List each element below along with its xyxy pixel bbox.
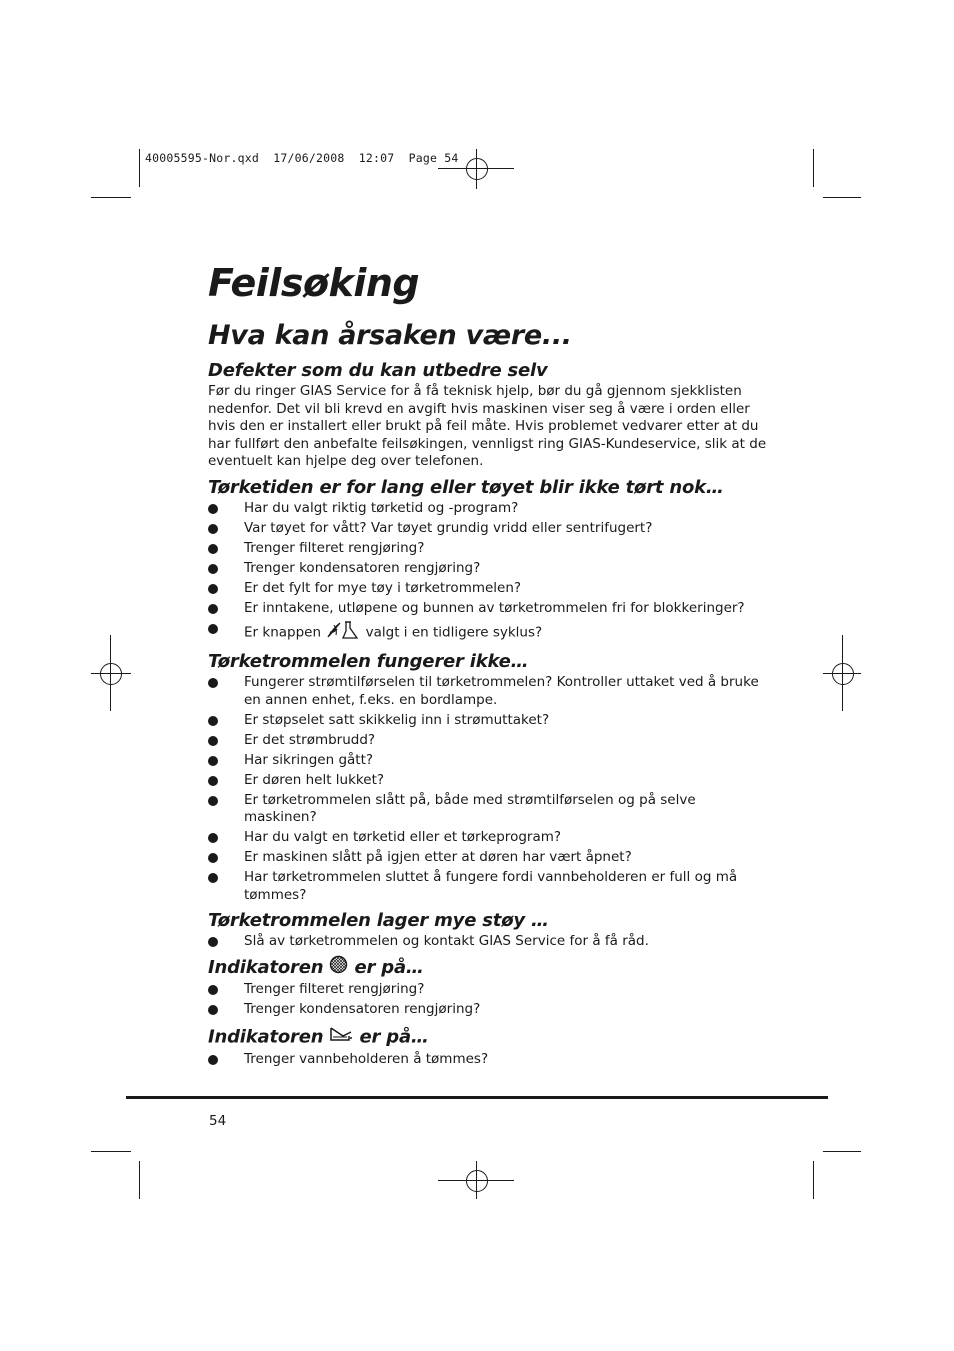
bullet-icon: [208, 504, 218, 514]
bullet-icon: [208, 756, 218, 766]
bullet-icon: [208, 796, 218, 806]
checklist: [208, 1051, 768, 1068]
list-item: Er støpselet satt skikkelig inn i strømuttaket?: [208, 712, 768, 729]
page-subtitle: Hva kan årsaken være...: [208, 320, 572, 351]
bullet-icon: [208, 584, 218, 594]
bullet-icon: [208, 564, 218, 574]
bullet-icon: [208, 1055, 218, 1065]
page-number: 54: [209, 1113, 227, 1129]
checklist: [208, 674, 768, 904]
footer-rule: [126, 1096, 828, 1099]
bullet-icon: [208, 736, 218, 746]
list-item: Er døren helt lukket?: [208, 772, 768, 789]
bullet-icon: [208, 937, 218, 947]
checklist: [208, 933, 768, 950]
list-item: Trenger vannbeholderen å tømmes?: [208, 1051, 768, 1068]
bullet-icon: [208, 776, 218, 786]
section-heading: Defekter som du kan utbedre selv: [208, 360, 548, 381]
section-heading: Indikatoren er på…: [208, 1024, 768, 1051]
section-heading: Tørketiden er for lang eller tøyet blir ikke tørt nok…: [208, 476, 724, 498]
bullet-icon: [208, 624, 218, 634]
list-item: Var tøyet for vått? Var tøyet grundig vridd eller sentrifugert?: [208, 520, 768, 537]
list-item: Fungerer strømtilførselen til tørketrommelen? Kontroller uttaket ved å bruke en annen enhet, f.eks. en bordlampe.: [208, 674, 768, 709]
print-slug: 40005595-Nor.qxd 17/06/2008 12:07 Page 54: [145, 151, 459, 165]
bullet-icon: [208, 833, 218, 843]
bullet-icon: [208, 1005, 218, 1015]
list-item: Er det fylt for mye tøy i tørketrommelen?: [208, 580, 768, 597]
filter-indicator-icon: [329, 955, 348, 981]
bullet-icon: [208, 716, 218, 726]
list-item: Er maskinen slått på igjen etter at døren har vært åpnet?: [208, 849, 768, 866]
list-item: Trenger filteret rengjøring?: [208, 981, 768, 998]
bullet-icon: [208, 544, 218, 554]
list-item: Har sikringen gått?: [208, 752, 768, 769]
list-item: Er knappen valgt i en tidligere syklus?: [208, 620, 768, 645]
list-item: Trenger filteret rengjøring?: [208, 540, 768, 557]
bullet-icon: [208, 524, 218, 534]
bullet-icon: [208, 985, 218, 995]
bullet-icon: [208, 604, 218, 614]
checklist: [208, 500, 768, 645]
delicate-fabric-icon: [325, 620, 361, 645]
list-item: Er tørketrommelen slått på, både med strømtilførselen og på selve maskinen?: [208, 792, 768, 827]
water-container-indicator-icon: [329, 1024, 353, 1051]
list-item: Har du valgt en tørketid eller et tørkeprogram?: [208, 829, 768, 846]
section-heading: Indikatoren er på…: [208, 955, 768, 981]
bullet-icon: [208, 853, 218, 863]
section-heading: Tørketrommelen fungerer ikke…: [208, 651, 529, 673]
list-item: Trenger kondensatoren rengjøring?: [208, 560, 768, 577]
bullet-icon: [208, 873, 218, 883]
list-item: Slå av tørketrommelen og kontakt GIAS Service for å få råd.: [208, 933, 768, 950]
list-item: Trenger kondensatoren rengjøring?: [208, 1001, 768, 1018]
list-item: Har tørketrommelen sluttet å fungere fordi vannbeholderen er full og må tømmes?: [208, 869, 768, 904]
list-item: Er det strømbrudd?: [208, 732, 768, 749]
checklist: [208, 981, 768, 1018]
section-heading: Tørketrommelen lager mye støy …: [208, 910, 549, 931]
main-content: [208, 258, 768, 1071]
list-item: Har du valgt riktig tørketid og -program?: [208, 500, 768, 517]
bullet-icon: [208, 678, 218, 688]
intro-paragraph: Før du ringer GIAS Service for å få teknisk hjelp, bør du gå gjennom sjekklisten nedenfor. Det vil bli krevd en avgift hvis maskinen viser seg å være i orden eller hvis den er installert eller brukt på feil måte. Hvis problemet vedvarer etter at du har fullført den anbefalte feilsøkingen, vennligst ring GIAS-Kundeservice, slik at de eventuelt kan hjelpe deg over telefonen.: [208, 383, 767, 470]
list-item: Er inntakene, utløpene og bunnen av tørketrommelen fri for blokkeringer?: [208, 600, 768, 617]
page-title: Feilsøking: [208, 261, 420, 305]
